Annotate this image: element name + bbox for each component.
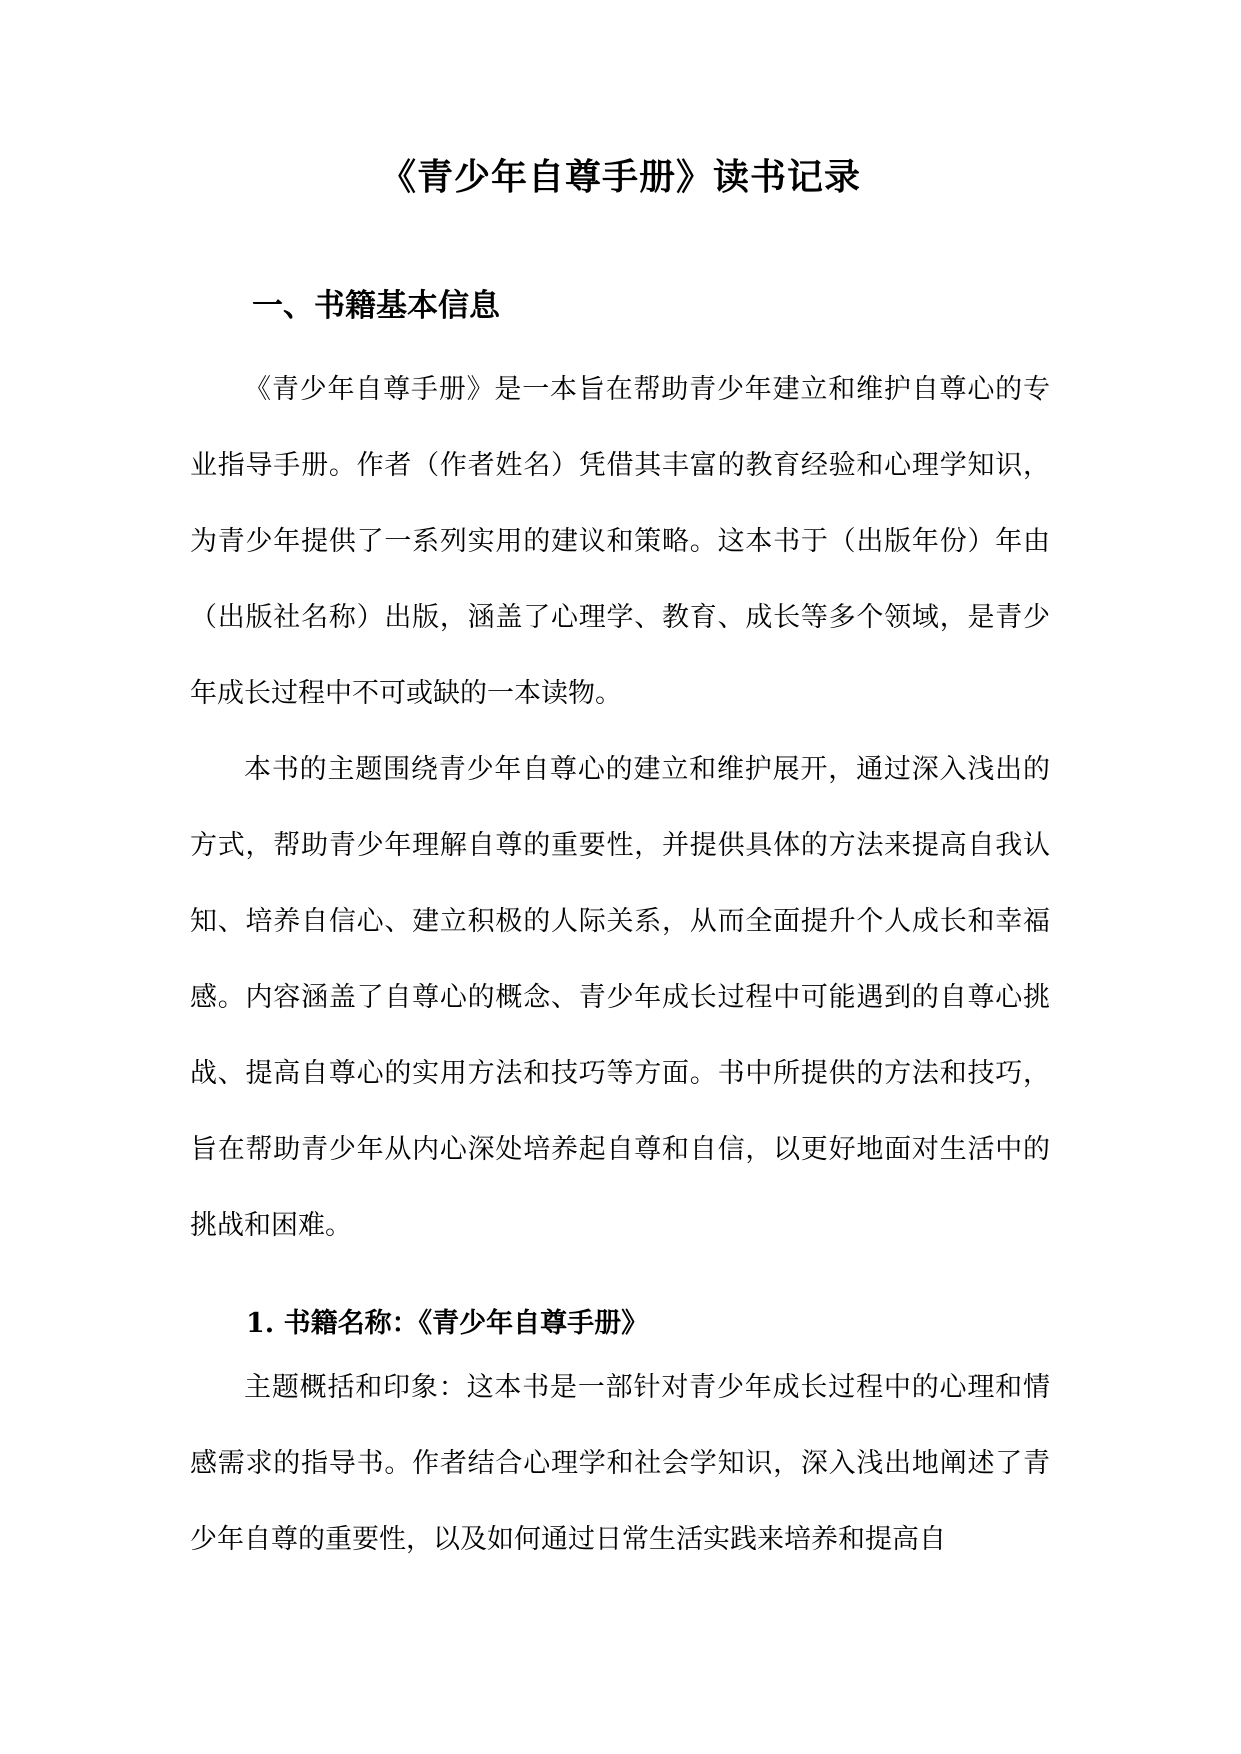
section-heading-basic-info: 一、书籍基本信息 <box>252 288 500 324</box>
document-title: 《青少年自尊手册》读书记录 <box>379 156 861 198</box>
paragraph-theme-summary: 主题概括和印象：这本书是一部针对青少年成长过程中的心理和情感需求的指导书。作者结合心理学和社会学知识，深入浅出地阐述了青少年自尊的重要性，以及如何通过日常生活实践来培养和提高自 <box>190 1372 1050 1555</box>
subheading-book-name: 1. 书籍名称：《青少年自尊手册》 <box>246 1308 649 1339</box>
paragraph-book-theme: 本书的主题围绕青少年自尊心的建立和维护展开，通过深入浅出的方式，帮助青少年理解自尊的重要性，并提供具体的方法来提高自我认知、培养自信心、建立积极的人际关系，从而全面提升个人成长和幸福感。内容涵盖了自尊心的概念、青少年成长过程中可能遇到的自尊心挑战、提高自尊心的实用方法和技巧等方面。书中所提供的方法和技巧，旨在帮助青少年从内心深处培养起自尊和自信，以更好地面对生活中的挑战和困难。 <box>190 754 1050 1241</box>
paragraph-book-intro: 《青少年自尊手册》是一本旨在帮助青少年建立和维护自尊心的专业指导手册。作者（作者姓名）凭借其丰富的教育经验和心理学知识，为青少年提供了一系列实用的建议和策略。这本书于（出版年份）年由（出版社名称）出版，涵盖了心理学、教育、成长等多个领域，是青少年成长过程中不可或缺的一本读物。 <box>190 374 1050 709</box>
